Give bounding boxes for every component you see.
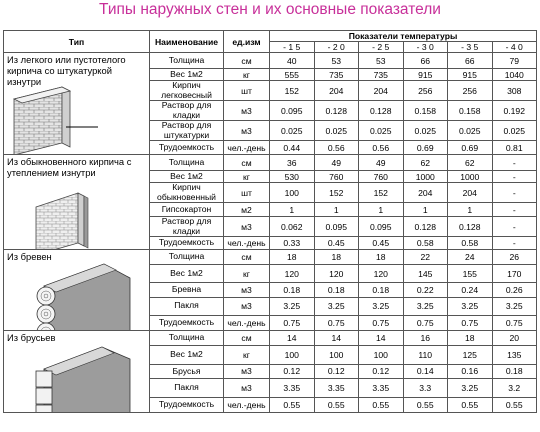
wall-type-cell [4,53,150,155]
value-cell: 204 [448,183,493,203]
parameter-unit: шт [224,183,270,203]
value-cell: 0.75 [359,315,404,330]
parameter-unit: чел.-день [224,397,270,412]
wall-type-cell [4,331,150,413]
parameter-name: Пакля [150,379,224,397]
value-cell: - [492,155,537,171]
parameter-unit: м3 [224,121,270,141]
value-cell: 26 [492,250,537,265]
value-cell: 735 [359,69,404,81]
value-cell: 0.025 [270,121,315,141]
value-cell: 66 [403,53,448,69]
value-cell: - [492,217,537,237]
value-cell: 49 [314,155,359,171]
value-cell: 0.12 [270,364,315,378]
parameter-unit: см [224,331,270,346]
parameter-name: Кирпич легковесный [150,81,224,101]
value-cell: 0.128 [448,217,493,237]
value-cell: 100 [359,346,404,364]
value-cell: 0.75 [314,315,359,330]
value-cell: 0.14 [403,364,448,378]
value-cell: 53 [314,53,359,69]
value-cell: 14 [314,331,359,346]
value-cell: 204 [314,81,359,101]
value-cell: 1 [314,203,359,217]
value-cell: 53 [359,53,404,69]
brick-wall-plaster-icon [4,77,144,155]
parameter-name: Вес 1м2 [150,171,224,183]
value-cell: 0.45 [359,237,404,250]
value-cell: 3.35 [270,379,315,397]
parameter-unit: кг [224,346,270,364]
value-cell: 3.35 [314,379,359,397]
value-cell: 0.158 [403,101,448,121]
parameter-name: Толщина [150,53,224,69]
parameter-unit: чел.-день [224,141,270,155]
header-temp: - 3 0 [403,42,448,53]
parameter-unit: м3 [224,101,270,121]
value-cell: 14 [270,331,315,346]
value-cell: 3.35 [359,379,404,397]
value-cell: 3.25 [448,297,493,315]
value-cell: 145 [403,265,448,283]
wall-type-label: Из обыкновенного кирпича с утеплением изнутри [7,156,132,178]
table-row [4,250,537,265]
value-cell: 0.18 [492,364,537,378]
value-cell: 3.25 [448,379,493,397]
header-type: Тип [4,31,150,53]
value-cell: 256 [448,81,493,101]
wall-type-label: Из легкого или пустотелого кирпича со штукатуркой изнутри [7,54,126,87]
value-cell: - [492,203,537,217]
value-cell: 256 [403,81,448,101]
value-cell: 79 [492,53,537,69]
value-cell: 0.095 [314,217,359,237]
value-cell: 0.26 [492,283,537,297]
parameter-name: Толщина [150,250,224,265]
value-cell: 1000 [403,171,448,183]
value-cell: 555 [270,69,315,81]
table-row [4,155,537,171]
value-cell: 0.75 [448,315,493,330]
value-cell: 0.095 [270,101,315,121]
parameter-name: Толщина [150,155,224,171]
value-cell: 760 [314,171,359,183]
value-cell: 0.18 [359,283,404,297]
value-cell: 0.44 [270,141,315,155]
value-cell: 110 [403,346,448,364]
insulated-brick-wall-icon [4,185,144,250]
log-wall-icon [4,260,144,331]
value-cell: - [492,171,537,183]
value-cell: 62 [403,155,448,171]
value-cell: 24 [448,250,493,265]
header-temp: - 3 5 [448,42,493,53]
header-temp: - 2 5 [359,42,404,53]
parameter-name: Гипсокартон [150,203,224,217]
value-cell: 62 [448,155,493,171]
value-cell: 0.56 [359,141,404,155]
parameter-name: Брусья [150,364,224,378]
parameter-unit: кг [224,171,270,183]
parameter-name: Трудоемкость [150,397,224,412]
value-cell: 0.18 [314,283,359,297]
value-cell: 1 [448,203,493,217]
value-cell: 135 [492,346,537,364]
value-cell: 18 [448,331,493,346]
parameter-unit: кг [224,265,270,283]
value-cell: 3.25 [270,297,315,315]
value-cell: 0.128 [403,217,448,237]
header-temp: - 2 0 [314,42,359,53]
parameter-name: Трудоемкость [150,237,224,250]
value-cell: 66 [448,53,493,69]
value-cell: 0.025 [492,121,537,141]
value-cell: 125 [448,346,493,364]
value-cell: 152 [270,81,315,101]
value-cell: 0.16 [448,364,493,378]
table-row [4,53,537,69]
parameter-name: Раствор для кладки [150,217,224,237]
wall-type-cell [4,250,150,331]
value-cell: 0.55 [270,397,315,412]
value-cell: 735 [314,69,359,81]
beam-wall-icon [4,341,144,413]
parameter-name: Кирпич обыкновенный [150,183,224,203]
parameter-unit: м3 [224,379,270,397]
parameter-unit: шт [224,81,270,101]
value-cell: 0.55 [403,397,448,412]
value-cell: 0.24 [448,283,493,297]
value-cell: 0.22 [403,283,448,297]
value-cell: 915 [403,69,448,81]
value-cell: 0.55 [448,397,493,412]
value-cell: 0.81 [492,141,537,155]
value-cell: 3.3 [403,379,448,397]
value-cell: 3.25 [314,297,359,315]
value-cell: 49 [359,155,404,171]
value-cell: 152 [314,183,359,203]
value-cell: 18 [270,250,315,265]
value-cell: 1 [359,203,404,217]
value-cell: 18 [314,250,359,265]
value-cell: 0.33 [270,237,315,250]
wall-type-label: Из брусьев [7,332,56,343]
value-cell: 0.025 [359,121,404,141]
value-cell: 0.56 [314,141,359,155]
value-cell: 22 [403,250,448,265]
value-cell: 0.75 [492,315,537,330]
value-cell: 0.55 [492,397,537,412]
parameter-name: Вес 1м2 [150,69,224,81]
value-cell: 204 [403,183,448,203]
value-cell: 36 [270,155,315,171]
parameter-unit: кг [224,69,270,81]
value-cell: 0.095 [359,217,404,237]
table-row [4,331,537,346]
parameter-name: Пакля [150,297,224,315]
value-cell: 14 [359,331,404,346]
wall-type-cell [4,155,150,250]
value-cell: 0.025 [403,121,448,141]
parameter-unit: см [224,250,270,265]
parameter-unit: м3 [224,283,270,297]
value-cell: 0.025 [448,121,493,141]
value-cell: 0.69 [403,141,448,155]
value-cell: 20 [492,331,537,346]
value-cell: 3.25 [492,297,537,315]
value-cell: 3.25 [403,297,448,315]
parameter-unit: см [224,155,270,171]
value-cell: - [492,183,537,203]
value-cell: 0.75 [403,315,448,330]
value-cell: 0.75 [270,315,315,330]
header-temperature-group: Показатели температуры [270,31,537,42]
parameter-unit: чел.-день [224,315,270,330]
value-cell: 0.062 [270,217,315,237]
value-cell: 760 [359,171,404,183]
value-cell: 0.128 [314,101,359,121]
value-cell: 120 [314,265,359,283]
parameter-name: Вес 1м2 [150,265,224,283]
parameter-name: Трудоемкость [150,141,224,155]
parameter-unit: м3 [224,297,270,315]
value-cell: 0.69 [448,141,493,155]
value-cell: 155 [448,265,493,283]
parameter-name: Раствор для штукатурки [150,121,224,141]
parameter-name: Трудоемкость [150,315,224,330]
value-cell: 0.55 [359,397,404,412]
value-cell: 0.12 [314,364,359,378]
value-cell: 100 [270,183,315,203]
value-cell: 915 [448,69,493,81]
value-cell: 0.128 [359,101,404,121]
value-cell: 0.58 [448,237,493,250]
value-cell: 40 [270,53,315,69]
value-cell: 0.025 [314,121,359,141]
value-cell: 0.12 [359,364,404,378]
value-cell: 152 [359,183,404,203]
value-cell: 3.2 [492,379,537,397]
parameter-unit: см [224,53,270,69]
value-cell: 204 [359,81,404,101]
value-cell: 18 [359,250,404,265]
value-cell: 0.18 [270,283,315,297]
parameter-name: Толщина [150,331,224,346]
header-unit: ед.изм [224,31,270,53]
parameter-name: Раствор для кладки [150,101,224,121]
wall-types-table [3,30,537,413]
value-cell: 16 [403,331,448,346]
value-cell: 120 [270,265,315,283]
value-cell: 120 [359,265,404,283]
value-cell: 0.55 [314,397,359,412]
parameter-unit: м2 [224,203,270,217]
value-cell: 170 [492,265,537,283]
parameter-unit: чел.-день [224,237,270,250]
parameter-name: Бревна [150,283,224,297]
value-cell: 1 [270,203,315,217]
parameter-unit: м3 [224,364,270,378]
wall-type-label: Из бревен [7,251,52,262]
parameter-unit: м3 [224,217,270,237]
value-cell: 100 [270,346,315,364]
value-cell: 3.25 [359,297,404,315]
value-cell: 530 [270,171,315,183]
value-cell: 308 [492,81,537,101]
value-cell: 0.192 [492,101,537,121]
value-cell: 0.58 [403,237,448,250]
value-cell: - [492,237,537,250]
header-temp: - 4 0 [492,42,537,53]
header-name: Наименование [150,31,224,53]
value-cell: 0.45 [314,237,359,250]
value-cell: 0.158 [448,101,493,121]
header-temp: - 1 5 [270,42,315,53]
value-cell: 1040 [492,69,537,81]
value-cell: 1 [403,203,448,217]
value-cell: 100 [314,346,359,364]
page-title: Типы наружных стен и их основные показатели [99,1,441,18]
value-cell: 1000 [448,171,493,183]
parameter-name: Вес 1м2 [150,346,224,364]
